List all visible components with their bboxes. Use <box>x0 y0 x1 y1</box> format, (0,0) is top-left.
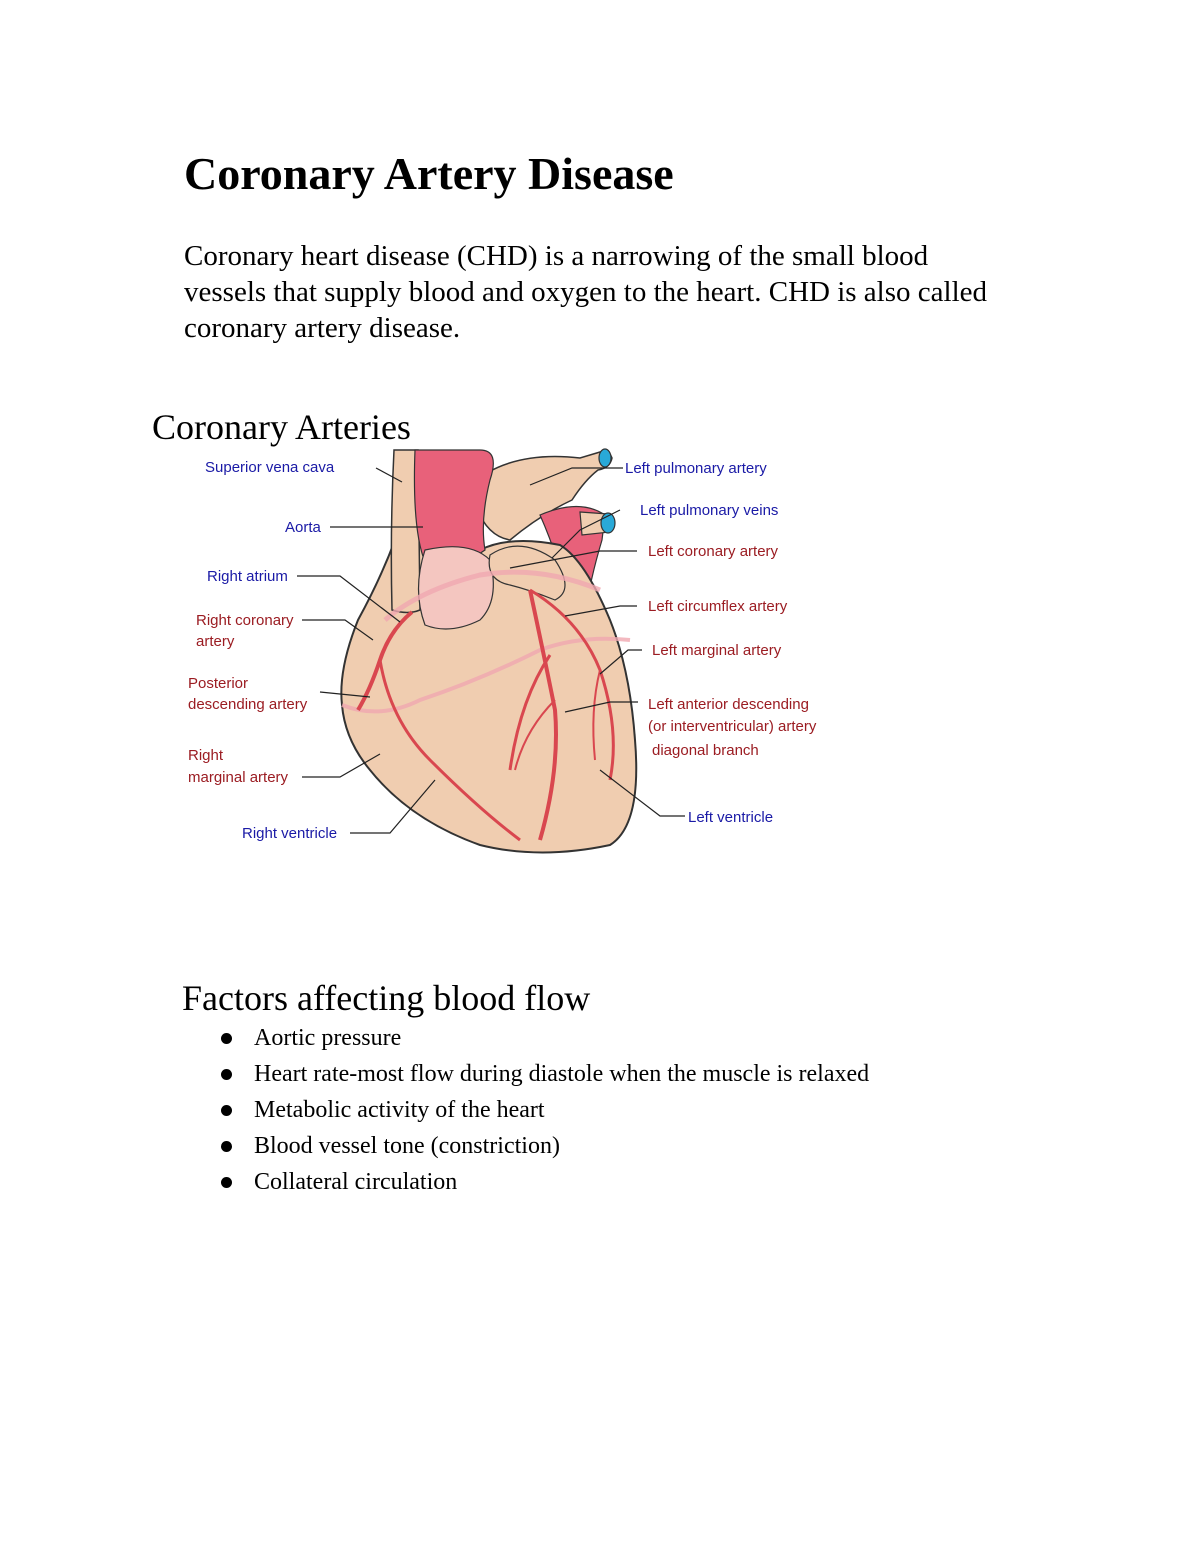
factor-text: Blood vessel tone (constriction) <box>254 1133 560 1159</box>
intro-paragraph <box>184 238 1084 346</box>
bullet-icon <box>221 1141 232 1152</box>
bullet-icon <box>221 1069 232 1080</box>
label-left-coronary-artery: Left coronary artery <box>648 543 779 560</box>
factor-text: Heart rate-most flow during diastole when the muscle is relaxed <box>254 1061 870 1087</box>
intro-line: coronary artery disease. <box>184 312 461 344</box>
bullet-icon <box>221 1105 232 1116</box>
label-left-pulmonary-veins: Left pulmonary veins <box>640 502 779 519</box>
label-diagonal-branch: diagonal branch <box>652 742 759 759</box>
coronary-arteries-diagram <box>180 440 860 870</box>
list-item <box>218 1092 869 1128</box>
label-left-anterior-descending: Left anterior descending <box>648 696 809 713</box>
coronary-arteries-heading: Coronary Arteries <box>152 407 411 447</box>
label-posterior-descending-artery: descending artery <box>188 696 308 713</box>
label-left-circumflex-artery: Left circumflex artery <box>648 598 788 615</box>
page-title: Coronary Artery Disease <box>184 148 674 199</box>
label-left-pulmonary-artery: Left pulmonary artery <box>625 460 767 477</box>
label-left-marginal-artery: Left marginal artery <box>652 642 782 659</box>
list-item <box>218 1020 869 1056</box>
label-left-ventricle: Left ventricle <box>688 809 774 826</box>
label-aorta: Aorta <box>285 519 321 536</box>
factors-heading: Factors affecting blood flow <box>182 978 591 1018</box>
factors-list <box>218 1020 869 1200</box>
factor-text: Aortic pressure <box>254 1025 402 1051</box>
factor-text: Collateral circulation <box>254 1169 458 1195</box>
bullet-icon <box>221 1177 232 1188</box>
aorta-shape <box>414 450 493 563</box>
label-right-coronary-artery: artery <box>196 633 235 650</box>
label-right-marginal-artery: marginal artery <box>188 769 289 786</box>
label-right-coronary-artery: Right coronary <box>196 612 294 629</box>
label-right-atrium: Right atrium <box>207 568 288 585</box>
aortic-root-shape <box>419 547 494 629</box>
label-right-marginal-artery: Right <box>188 747 224 764</box>
list-item <box>218 1164 869 1200</box>
factor-text: Metabolic activity of the heart <box>254 1097 545 1123</box>
label-posterior-descending-artery: Posterior <box>188 675 249 692</box>
intro-line: Coronary heart disease (CHD) is a narrowing of the small blood <box>184 240 929 272</box>
list-item <box>218 1056 869 1092</box>
label-right-ventricle: Right ventricle <box>242 825 338 842</box>
label-left-anterior-descending: (or interventricular) artery <box>648 718 817 735</box>
intro-line: vessels that supply blood and oxygen to the heart. CHD is also called <box>184 276 987 308</box>
label-superior-vena-cava: Superior vena cava <box>205 459 335 476</box>
bullet-icon <box>221 1033 232 1044</box>
list-item <box>218 1128 869 1164</box>
pulmonary-artery-opening <box>599 449 611 467</box>
